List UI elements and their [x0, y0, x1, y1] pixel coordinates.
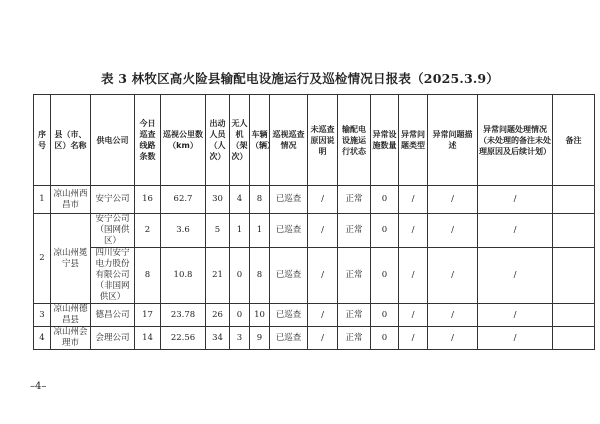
header-cell: 车辆（辆）: [250, 95, 270, 186]
page-number: –4–: [30, 381, 47, 392]
km-cell: 3.6: [161, 214, 206, 248]
header-cell: 异常问题描述: [428, 95, 478, 186]
status-cell: 正常: [338, 327, 371, 350]
inspection-cell: 已巡查: [270, 327, 308, 350]
count-cell: 0: [371, 186, 399, 214]
vehicles-cell: 8: [250, 186, 270, 214]
header-row: [34, 95, 595, 186]
count-cell: 0: [371, 304, 399, 327]
header-cell: 异常问题处理情况（未处理的备注未处理原因及后续计划）: [478, 95, 553, 186]
index-cell: 1: [34, 186, 51, 214]
vehicles-cell: 8: [250, 248, 270, 304]
inspection-cell: 已巡查: [270, 214, 308, 248]
drones-cell: 4: [230, 186, 250, 214]
people-cell: 26: [206, 304, 230, 327]
desc-cell: /: [428, 327, 478, 350]
company-cell: 安宁公司: [91, 186, 135, 214]
county-cell: 凉山州西昌市: [51, 186, 91, 214]
desc-cell: /: [428, 214, 478, 248]
header-cell: 异常问题类型: [399, 95, 428, 186]
km-cell: 23.78: [161, 304, 206, 327]
table-row: [34, 248, 595, 304]
company-cell: 德昌公司: [91, 304, 135, 327]
desc-cell: /: [428, 304, 478, 327]
km-cell: 62.7: [161, 186, 206, 214]
km-cell: 22.56: [161, 327, 206, 350]
county-cell: 凉山州冕宁县: [51, 214, 91, 304]
people-cell: 21: [206, 248, 230, 304]
header-cell: 供电公司: [91, 95, 135, 186]
inspection-cell: 已巡查: [270, 304, 308, 327]
drones-cell: 1: [230, 214, 250, 248]
handling-cell: /: [478, 327, 553, 350]
company-cell: 会理公司: [91, 327, 135, 350]
status-cell: 正常: [338, 186, 371, 214]
header-cell: 今日巡查线路条数: [135, 95, 161, 186]
table-title: 表 3 林牧区高火险县输配电设施运行及巡检情况日报表（2025.3.9）: [101, 71, 499, 86]
km-cell: 10.8: [161, 248, 206, 304]
remark-cell: [553, 304, 595, 327]
header-cell: 序号: [34, 95, 51, 186]
vehicles-cell: 9: [250, 327, 270, 350]
count-cell: 0: [371, 214, 399, 248]
header-cell: 出动人员（人次）: [206, 95, 230, 186]
lines-cell: 17: [135, 304, 161, 327]
lines-cell: 2: [135, 214, 161, 248]
remark-cell: [553, 214, 595, 248]
handling-cell: /: [478, 304, 553, 327]
index-cell: 2: [34, 214, 51, 304]
people-cell: 5: [206, 214, 230, 248]
index-cell: 4: [34, 327, 51, 350]
handling-cell: /: [478, 214, 553, 248]
vehicles-cell: 10: [250, 304, 270, 327]
header-cell: 无人机（架次）: [230, 95, 250, 186]
reason-cell: /: [308, 214, 338, 248]
type-cell: /: [399, 327, 428, 350]
drones-cell: 0: [230, 248, 250, 304]
count-cell: 0: [371, 248, 399, 304]
status-cell: 正常: [338, 214, 371, 248]
company-cell: 安宁公司（国网供区）: [91, 214, 135, 248]
type-cell: /: [399, 214, 428, 248]
table-row: [34, 186, 595, 214]
header-cell: 巡视公里数（km）: [161, 95, 206, 186]
header-cell: 输配电设施运行状态: [338, 95, 371, 186]
lines-cell: 8: [135, 248, 161, 304]
drones-cell: 0: [230, 304, 250, 327]
index-cell: 3: [34, 304, 51, 327]
reason-cell: /: [308, 186, 338, 214]
remark-cell: [553, 327, 595, 350]
table-row: [34, 327, 595, 350]
table-row: [34, 304, 595, 327]
type-cell: /: [399, 186, 428, 214]
reason-cell: /: [308, 248, 338, 304]
county-cell: 凉山州德昌县: [51, 304, 91, 327]
header-cell: 异常设施数量: [371, 95, 399, 186]
remark-cell: [553, 186, 595, 214]
header-cell: 县（市、区）名称: [51, 95, 91, 186]
people-cell: 30: [206, 186, 230, 214]
status-cell: 正常: [338, 248, 371, 304]
lines-cell: 14: [135, 327, 161, 350]
people-cell: 34: [206, 327, 230, 350]
status-cell: 正常: [338, 304, 371, 327]
header-cell: 巡视巡查情况: [270, 95, 308, 186]
company-cell: 四川安宁电力股份有限公司（非国网供区）: [91, 248, 135, 304]
inspection-cell: 已巡查: [270, 186, 308, 214]
reason-cell: /: [308, 327, 338, 350]
inspection-cell: 已巡查: [270, 248, 308, 304]
header-cell: 未巡查原因说明: [308, 95, 338, 186]
vehicles-cell: 1: [250, 214, 270, 248]
drones-cell: 3: [230, 327, 250, 350]
desc-cell: /: [428, 248, 478, 304]
type-cell: /: [399, 248, 428, 304]
table-row: [34, 214, 595, 248]
count-cell: 0: [371, 327, 399, 350]
handling-cell: /: [478, 248, 553, 304]
county-cell: 凉山州会理市: [51, 327, 91, 350]
type-cell: /: [399, 304, 428, 327]
desc-cell: /: [428, 186, 478, 214]
remark-cell: [553, 248, 595, 304]
header-cell: 备注: [553, 95, 595, 186]
lines-cell: 16: [135, 186, 161, 214]
handling-cell: /: [478, 186, 553, 214]
reason-cell: /: [308, 304, 338, 327]
inspection-report-table: [33, 94, 595, 350]
